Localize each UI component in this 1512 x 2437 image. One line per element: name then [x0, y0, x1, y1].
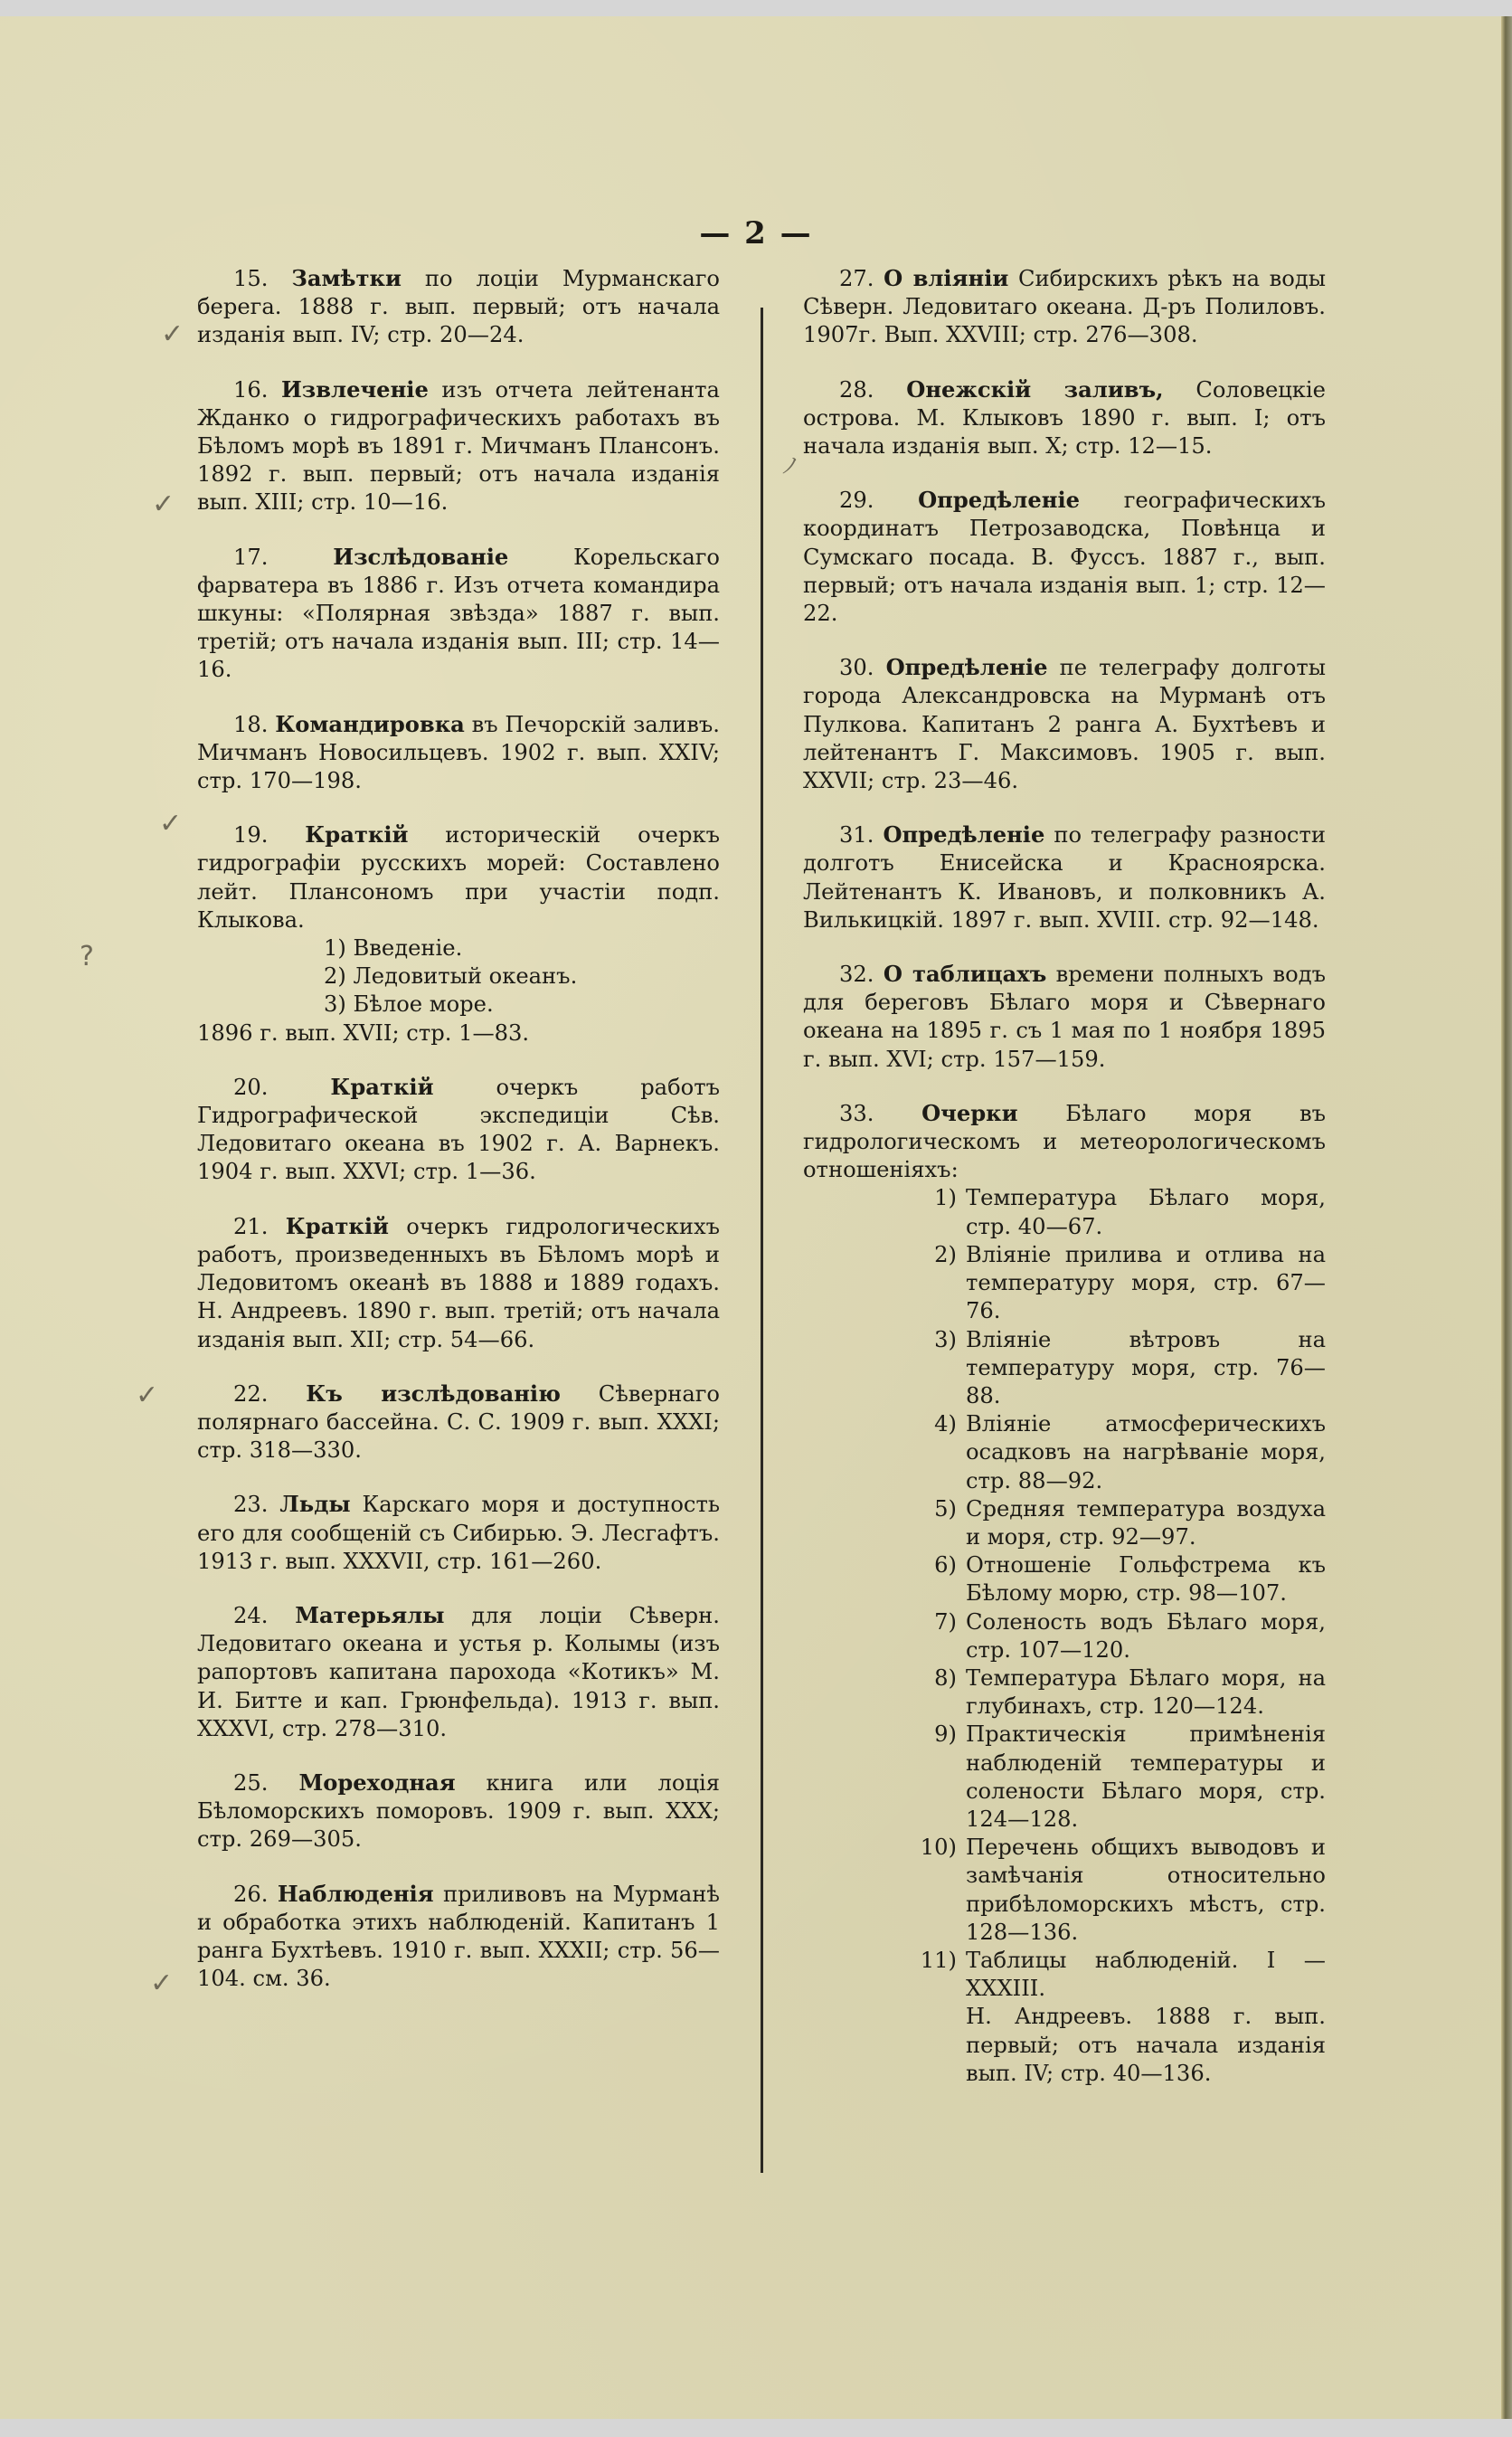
entry-title: О таблицахъ — [883, 961, 1047, 988]
entry-text: книга или лоція Бѣломорскихъ поморовъ. 1909 г. вып. XXX; стр. 269—305. — [197, 1769, 720, 1853]
subitem-text: Практическія примѣненія наблюденій температуры и солености Бѣлаго моря, стр. 124—128. — [966, 1721, 1326, 1832]
entry-body — [197, 375, 720, 517]
entry-text: пе телеграфу долготы города Александровска на Мурманѣ отъ Пулкова. Капитанъ 2 ранга А. Бухтѣевъ и лейтенантъ Г. Максимовъ. 1905 г. вып. XXVII; стр. 23—46. — [803, 655, 1326, 794]
entry-title: О вліяніи — [884, 265, 1009, 291]
subitem-text: Таблицы наблюденій. I — XXXIII. — [966, 1947, 1326, 2002]
entry-subitem — [803, 1608, 1326, 1664]
subitem-number: 1) — [934, 1185, 957, 1211]
entry-text: историческій очеркъ гидрографіи русскихъ морей: Составлено лейт. Плансономъ при участіи подп. Клыкова. — [197, 822, 720, 933]
subitem-text: Температура Бѣлаго моря, на глубинахъ, стр. 120—124. — [966, 1664, 1326, 1720]
entry-number: 24. — [233, 1602, 269, 1628]
subitem-number: 2) — [934, 1241, 957, 1267]
entry-title: Очерки — [921, 1099, 1018, 1126]
entry-title: Матерьялы — [295, 1601, 445, 1628]
left-column — [197, 264, 720, 2018]
subitem-text: Вліяніе атмосферическихъ осадковъ на нагрѣваніе моря, стр. 88—92. — [966, 1411, 1326, 1493]
entry-number: 31. — [839, 822, 874, 849]
entry-body — [197, 710, 720, 796]
entry-text: Бѣлаго моря въ гидрологическомъ и метеорологическомъ отношеніяхъ: — [803, 1100, 1326, 1183]
subitem-number: 10) — [920, 1835, 957, 1861]
entry-text: Карскаго моря и доступность его для сообщеній съ Сибирью. Э. Лесгафтъ. 1913 г. вып. XXXVII, стр. 161—260. — [197, 1492, 720, 1574]
pencil-check-mark: ✓ — [136, 1380, 159, 1411]
subitem-number: 7) — [934, 1608, 957, 1635]
subitem-text: Соленость водъ Бѣлаго моря, стр. 107—120. — [966, 1608, 1326, 1663]
subitem-number: 5) — [934, 1495, 957, 1522]
entry-title: Наблюденія — [277, 1880, 434, 1907]
entry-body — [197, 1212, 720, 1354]
entry-tail: 1896 г. вып. XVII; стр. 1—83. — [197, 1019, 530, 1046]
subitem-text: Отношеніе Гольфстрема къ Бѣлому морю, стр. 98—107. — [966, 1552, 1326, 1607]
entry-title: Краткій — [285, 1212, 389, 1239]
entry-text: приливовъ на Мурманѣ и обработка этихъ наблюденій. Капитанъ 1 ранга Бухтѣевъ. 1910 г. вып. XXXII; стр. 56—104. см. 36. — [197, 1881, 720, 1992]
entry-subitem — [803, 1721, 1326, 1834]
entry-subitem — [803, 1184, 1326, 1240]
bibliography-entry — [197, 1490, 720, 1576]
entry-subitem — [803, 1947, 1326, 2003]
entry-subitem — [803, 1664, 1326, 1721]
pencil-question-mark: ? — [80, 941, 94, 972]
entry-body — [197, 1601, 720, 1743]
bibliography-entry — [197, 1601, 720, 1743]
entry-number: 26. — [233, 1881, 269, 1907]
page-number: — 2 — — [699, 215, 813, 251]
entry-number: 21. — [233, 1213, 269, 1239]
subitem-number: 4) — [934, 1411, 957, 1437]
pencil-check-mark: ✓ — [150, 1968, 174, 1999]
entry-title: Замѣтки — [291, 265, 402, 291]
subitem-number: 6) — [934, 1552, 957, 1579]
entry-text: времени полныхъ водъ для береговъ Бѣлаго моря и Сѣвернаго океана на 1895 г. съ 1 мая по 1 ноября 1895 г. вып. XVI; стр. 157—159. — [803, 962, 1326, 1072]
entry-subitem: 2) Ледовитый океанъ. — [324, 963, 578, 990]
entry-body — [197, 1380, 720, 1465]
entry-text: очеркъ гидрологическихъ работъ, произведенныхъ въ Бѣломъ морѣ и Ледовитомъ океанѣ въ 1888 и 1889 годахъ. Н. Андреевъ. 1890 г. вып. третій; отъ начала изданія вып. XII; стр. 54—66. — [197, 1213, 720, 1352]
bibliography-entry — [803, 486, 1326, 628]
entry-body — [803, 264, 1326, 350]
column-divider — [761, 308, 763, 2173]
entry-text: Сибирскихъ рѣкъ на воды Сѣверн. Ледовитаго океана. Д-ръ Полиловъ. 1907г. Вып. XXVIII; стр. 276—308. — [803, 266, 1326, 348]
entry-number: 27. — [839, 266, 874, 291]
entry-subitem: 3) Бѣлое море. — [324, 991, 494, 1018]
entry-number: 28. — [839, 376, 874, 403]
entry-title: Извлеченіе — [280, 375, 429, 403]
entry-body — [197, 543, 720, 685]
entry-body — [197, 1490, 720, 1576]
subitem-text: Вліяніе прилива и отлива на температуру моря, стр. 67—76. — [966, 1241, 1326, 1324]
bibliography-entry — [803, 653, 1326, 795]
page-edge — [1501, 16, 1512, 2419]
entry-text: Корельскаго фарватера въ 1886 г. Изъ отчета командира шкуны: «Полярная звѣзда» 1887 г. вып. третій; отъ начала изданія вып. III; стр. 14—16. — [197, 544, 720, 683]
entry-number: 18. — [233, 711, 269, 737]
bibliography-entry — [197, 1073, 720, 1187]
bibliography-entry — [197, 264, 720, 350]
bibliography-entry — [197, 1380, 720, 1465]
entry-number: 30. — [839, 655, 874, 681]
entry-body — [197, 264, 720, 350]
bibliography-entry — [197, 1768, 720, 1854]
subitem-text: Перечень общихъ выводовъ и замѣчанія относительно прибѣломорскихъ мѣстъ, стр. 128—136. — [966, 1835, 1326, 1945]
entry-number: 19. — [233, 822, 269, 849]
subitem-number: 11) — [920, 1947, 957, 1973]
entry-title: Онежскій заливъ, — [906, 375, 1164, 403]
bibliography-entry — [197, 375, 720, 517]
entry-subitem: 1) Введеніе. — [324, 935, 463, 962]
entry-number: 22. — [233, 1380, 269, 1407]
pencil-check-mark: ✓ — [161, 318, 184, 350]
entry-text: по телеграфу разности долготъ Енисейска и Красноярска. Лейтенантъ К. Ивановъ, и полковникъ А. Вилькицкій. 1897 г. вып. XVIII. стр. 92—148. — [803, 822, 1326, 933]
entry-body — [197, 1880, 720, 1994]
entry-subitem — [803, 1834, 1326, 1947]
entry-number: 15. — [233, 266, 269, 291]
bibliography-entry — [803, 264, 1326, 350]
entry-number: 25. — [233, 1769, 269, 1796]
entry-number: 29. — [839, 488, 874, 514]
entry-subitem — [803, 1551, 1326, 1607]
entry-text: изъ отчета лейтенанта Жданко о гидрографическихъ работахъ въ Бѣломъ морѣ въ 1891 г. Мичманъ Плансонъ. 1892 г. вып. первый; отъ начала изданія вып. XIII; стр. 10—16. — [197, 376, 720, 516]
bibliography-entry — [197, 820, 720, 1048]
entry-text: очеркъ работъ Гидрографической экспедиціи Сѣв. Ледовитаго океана въ 1902 г. А. Варнекъ. 1904 г. вып. XXVI; стр. 1—36. — [197, 1074, 720, 1185]
entry-title: Краткій — [330, 1073, 434, 1100]
entry-body — [803, 486, 1326, 628]
bibliography-entry — [803, 375, 1326, 461]
entry-body — [803, 960, 1326, 1074]
entry-text: для лоціи Сѣверн. Ледовитаго океана и устья р. Колымы (изъ рапортовъ капитана парохода «Котикъ» М. И. Битте и кап. Грюнфельда). 1913 г. вып. XXXVI, стр. 278—310. — [197, 1602, 720, 1741]
pencil-tick-mark: ノ — [780, 453, 801, 479]
subitem-text: Средняя температура воздуха и моря, стр. 92—97. — [966, 1495, 1326, 1550]
subitem-number: 8) — [934, 1664, 957, 1691]
entry-number: 33. — [839, 1100, 874, 1126]
subitem-number: 9) — [934, 1721, 957, 1748]
entry-text: по лоціи Мурманскаго берега. 1888 г. вып. первый; отъ начала изданія вып. IV; стр. 20—24. — [197, 266, 720, 348]
entry-subitem — [803, 1241, 1326, 1326]
entry-subitem — [803, 1410, 1326, 1495]
entry-text: Соловецкіе острова. М. Клыковъ 1890 г. вып. I; отъ начала изданія вып. X; стр. 12—15. — [803, 376, 1326, 460]
entry-text: въ Печорскій заливъ. Мичманъ Новосильцевъ. 1902 г. вып. XXIV; стр. 170—198. — [197, 711, 720, 794]
entry-body — [197, 820, 720, 934]
entry-body — [197, 1768, 720, 1854]
bibliography-entry — [197, 710, 720, 796]
bibliography-entry — [197, 1880, 720, 1994]
entry-title: Къ изслѣдованію — [306, 1380, 561, 1407]
entry-body — [803, 375, 1326, 461]
entry-subitem — [803, 1495, 1326, 1551]
entry-number: 16. — [233, 376, 269, 403]
entry-title: Мореходная — [298, 1768, 456, 1796]
subitem-text: Температура Бѣлаго моря, стр. 40—67. — [966, 1185, 1326, 1239]
subitem-number: 3) — [934, 1326, 957, 1352]
bibliography-entry — [803, 820, 1326, 934]
entry-text: Сѣвернаго полярнаго бассейна. С. С. 1909 г. вып. XXXI; стр. 318—330. — [197, 1380, 720, 1464]
entry-title: Командировка — [275, 710, 465, 737]
right-column — [803, 264, 1326, 2113]
entry-title: Опредѣленіе — [885, 654, 1048, 681]
entry-number: 32. — [839, 962, 874, 988]
entry-number: 23. — [233, 1492, 269, 1518]
entry-title: Изслѣдованіе — [333, 543, 509, 570]
entry-title: Опредѣленіе — [883, 821, 1045, 849]
pencil-check-mark: ✓ — [152, 488, 175, 520]
entry-number: 20. — [233, 1074, 269, 1100]
bibliography-entry — [803, 1099, 1326, 2088]
entry-title: Опредѣленіе — [918, 487, 1081, 514]
entry-number: 17. — [233, 544, 269, 570]
bibliography-entry — [197, 1212, 720, 1354]
entry-tail: Н. Андреевъ. 1888 г. вып. первый; отъ начала изданія вып. IV; стр. 40—136. — [966, 2004, 1326, 2086]
bibliography-entry — [803, 960, 1326, 1074]
bibliography-entry — [197, 543, 720, 685]
entry-title: Краткій — [305, 821, 409, 849]
entry-subitem — [803, 1326, 1326, 1411]
subitem-text: Вліяніе вѣтровъ на температуру моря, стр. 76—88. — [966, 1326, 1326, 1408]
entry-title: Льды — [279, 1491, 351, 1518]
entry-body — [803, 820, 1326, 934]
entry-text: географическихъ координатъ Петрозаводска, Повѣнца и Сумскаго посада. В. Фуссъ. 1887 г., вып. первый; отъ начала изданія вып. 1; стр. 12—22. — [803, 488, 1326, 627]
pencil-check-mark: ✓ — [159, 808, 183, 839]
entry-body — [803, 1099, 1326, 1185]
entry-body — [197, 1073, 720, 1187]
entry-body — [803, 653, 1326, 795]
